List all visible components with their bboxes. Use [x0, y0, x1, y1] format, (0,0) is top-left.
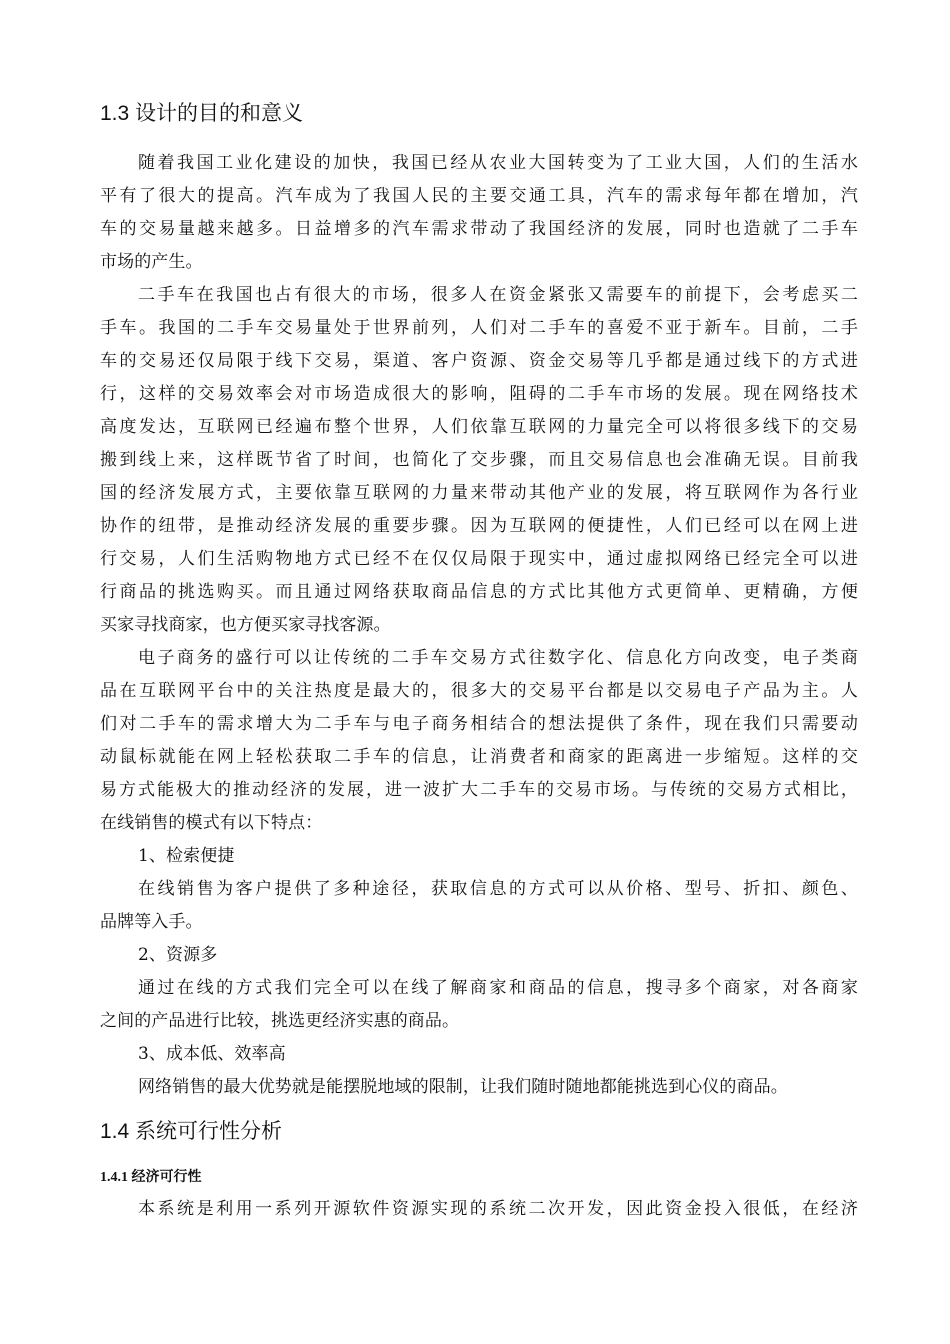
- paragraph-line: 品牌等入手。: [100, 912, 203, 932]
- paragraph-line: 协作的纽带，是推动经济发展的重要步骤。因为互联网的便捷性，人们已经可以在网上进: [100, 516, 858, 536]
- feature-item-title: 3、成本低、效率高: [138, 1044, 286, 1064]
- paragraph-line: 买家寻找商家，也方便买家寻找客源。: [100, 615, 391, 635]
- feature-item-title: 2、资源多: [138, 945, 218, 965]
- paragraph-line: 随着我国工业化建设的加快，我国已经从农业大国转变为了工业大国，人们的生活水: [138, 153, 858, 173]
- feature-item-title: 1、检索便捷: [138, 846, 235, 866]
- paragraph-line: 动鼠标就能在网上轻松获取二手车的信息，让消费者和商家的距离进一步缩短。这样的交: [100, 747, 858, 767]
- paragraph-line: 平有了很大的提高。汽车成为了我国人民的主要交通工具，汽车的需求每年都在增加，汽: [100, 186, 858, 206]
- subsection-heading-1-4-1: 1.4.1 经济可行性: [100, 1170, 202, 1185]
- paragraph-line: 易方式能极大的推动经济的发展，进一波扩大二手车的交易市场。与传统的交易方式相比，: [100, 780, 858, 800]
- paragraph-line: 搬到线上来，这样既节省了时间，也简化了交步骤，而且交易信息也会准确无误。目前我: [100, 450, 858, 470]
- paragraph-line: 在线销售的模式有以下特点：: [100, 813, 323, 833]
- paragraph-line: 行商品的挑选购买。而且通过网络获取商品信息的方式比其他方式更简单、更精确，方便: [100, 582, 858, 602]
- paragraph-line: 在线销售为客户提供了多种途径，获取信息的方式可以从价格、型号、折扣、颜色、: [138, 879, 858, 899]
- paragraph-line: 通过在线的方式我们完全可以在线了解商家和商品的信息，搜寻多个商家，对各商家: [138, 978, 858, 998]
- section-heading-1-3: 1.3 设计的目的和意义: [100, 102, 304, 125]
- paragraph-line: 网络销售的最大优势就是能摆脱地域的限制，让我们随时随地都能挑选到心仪的商品。: [138, 1077, 788, 1097]
- paragraph-line: 手车。我国的二手车交易量处于世界前列，人们对二手车的喜爱不亚于新车。目前，二手: [100, 318, 858, 338]
- section-heading-1-4: 1.4 系统可行性分析: [100, 1120, 283, 1143]
- paragraph-line: 行交易，人们生活购物地方式已经不在仅仅局限于现实中，通过虚拟网络已经完全可以进: [100, 549, 858, 569]
- paragraph-line: 之间的产品进行比较，挑选更经济实惠的商品。: [100, 1011, 460, 1031]
- paragraph-line: 高度发达，互联网已经遍布整个世界，人们依靠互联网的力量完全可以将很多线下的交易: [100, 417, 858, 437]
- paragraph-line: 品在互联网平台中的关注热度是最大的，很多大的交易平台都是以交易电子产品为主。人: [100, 681, 858, 701]
- paragraph-line: 市场的产生。: [100, 252, 203, 272]
- paragraph-line: 们对二手车的需求增大为二手车与电子商务相结合的想法提供了条件，现在我们只需要动: [100, 714, 858, 734]
- paragraph-line: 车的交易还仅局限于线下交易，渠道、客户资源、资金交易等几乎都是通过线下的方式进: [100, 351, 858, 371]
- paragraph-line: 行，这样的交易效率会对市场造成很大的影响，阻碍的二手车市场的发展。现在网络技术: [100, 384, 858, 404]
- paragraph-line: 本系统是利用一系列开源软件资源实现的系统二次开发，因此资金投入很低，在经济: [138, 1199, 858, 1219]
- paragraph-line: 二手车在我国也占有很大的市场，很多人在资金紧张又需要车的前提下，会考虑买二: [138, 285, 858, 305]
- paragraph-line: 车的交易量越来越多。日益增多的汽车需求带动了我国经济的发展，同时也造就了二手车: [100, 219, 858, 239]
- paragraph-line: 电子商务的盛行可以让传统的二手车交易方式往数字化、信息化方向改变，电子类商: [138, 648, 858, 668]
- paragraph-line: 国的经济发展方式，主要依靠互联网的力量来带动其他产业的发展，将互联网作为各行业: [100, 483, 858, 503]
